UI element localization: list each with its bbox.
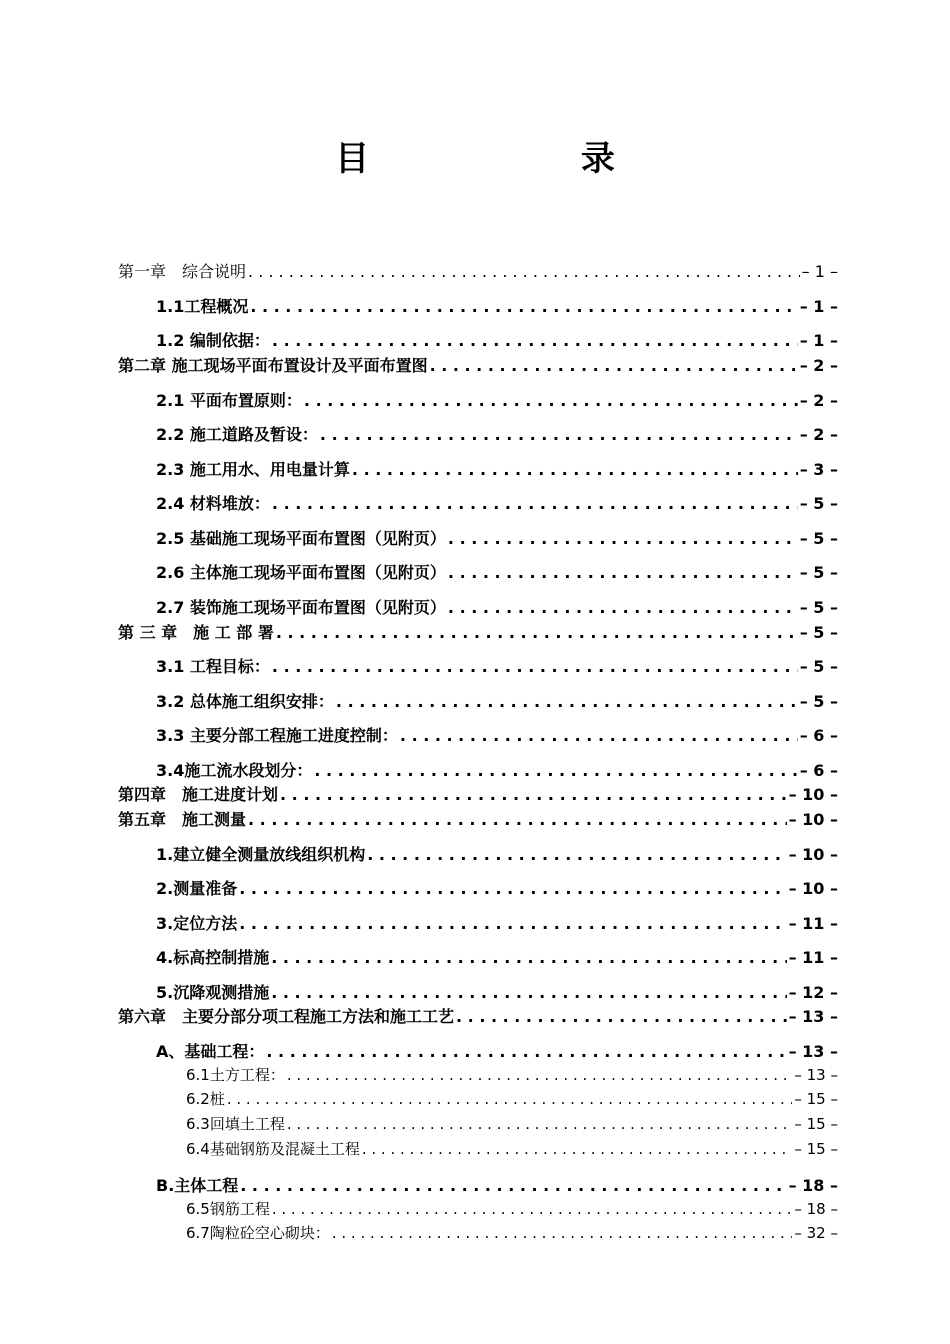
toc-entry-3-1[interactable]: [156, 654, 838, 677]
toc-entry-2-3[interactable]: [156, 457, 838, 480]
dot-leader: [287, 1066, 793, 1084]
toc-page-number: – 32 –: [794, 1224, 838, 1242]
toc-page-number: – 5 –: [799, 563, 838, 582]
dot-leader: [400, 726, 798, 745]
toc-page-number: – 5 –: [799, 657, 838, 676]
toc-page-number: – 1 –: [799, 297, 838, 316]
toc-page-number: – 15 –: [794, 1140, 838, 1158]
toc-page-number: – 15 –: [794, 1115, 838, 1133]
dot-leader: [448, 529, 798, 548]
toc-page-number: – 12 –: [788, 983, 838, 1002]
dot-leader: [272, 657, 798, 676]
toc-entry-5-5[interactable]: [156, 980, 838, 1003]
toc-entry-5-2[interactable]: [156, 876, 838, 899]
toc-entry-5-3[interactable]: [156, 911, 838, 934]
toc-page-number: – 10 –: [788, 810, 838, 829]
toc-entry-label: 2.1 平面布置原则：: [156, 391, 302, 410]
dot-leader: [336, 692, 798, 711]
toc-entry-label: 第六章 主要分部分项工程施工方法和施工工艺: [118, 1007, 455, 1026]
toc-entry-label: 3.1 工程目标：: [156, 657, 270, 676]
dot-leader: [320, 425, 798, 444]
dot-leader: [271, 983, 786, 1002]
toc-entry-3-2[interactable]: [156, 689, 838, 712]
toc-entry-2-1[interactable]: [156, 388, 838, 411]
toc-page-number: – 13 –: [794, 1066, 838, 1084]
dot-leader: [239, 914, 786, 933]
dot-leader: [227, 1090, 793, 1108]
toc-entry-2-5[interactable]: [156, 526, 838, 549]
toc-entry-label: 3.4施工流水段划分：: [156, 761, 313, 780]
toc-page-number: – 6 –: [799, 761, 838, 780]
toc-entry-label: 6.3回填土工程: [186, 1115, 285, 1133]
toc-page-number: – 18 –: [788, 1176, 838, 1195]
toc-entry-label: 第四章 施工进度计划: [118, 785, 279, 804]
dot-leader: [250, 297, 797, 316]
toc-entry-label: 第 三 章 施 工 部 署: [118, 623, 274, 642]
dot-leader: [239, 879, 786, 898]
toc-entry-label: 1.建立健全测量放线组织机构: [156, 845, 366, 864]
toc-entry-b-main-structure[interactable]: [156, 1173, 838, 1196]
toc-entry-3-3[interactable]: [156, 723, 838, 746]
dot-leader: [352, 460, 798, 479]
page-title: 目 录: [335, 139, 715, 179]
dot-leader: [266, 1042, 786, 1061]
toc-entry-chapter-4[interactable]: [118, 782, 838, 805]
dot-leader: [367, 845, 786, 864]
dot-leader: [276, 623, 798, 642]
toc-entry-label: 6.7陶粒砼空心砌块：: [186, 1224, 330, 1242]
dot-leader: [332, 1224, 793, 1242]
dot-leader: [271, 948, 786, 967]
toc-entry-2-2[interactable]: [156, 422, 838, 445]
toc-page-number: – 18 –: [794, 1200, 838, 1218]
toc-page-number: – 1 –: [801, 262, 838, 281]
toc-entry-label: A、基础工程：: [156, 1042, 265, 1061]
dot-leader: [304, 391, 798, 410]
toc-entry-label: 1.2 编制依据：: [156, 331, 270, 350]
toc-entry-label: 第五章 施工测量: [118, 810, 247, 829]
dot-leader: [362, 1140, 793, 1158]
dot-leader: [248, 262, 800, 281]
dot-leader: [287, 1115, 793, 1133]
toc-page-number: – 13 –: [788, 1007, 838, 1026]
toc-entry-1-2[interactable]: [156, 328, 838, 351]
dot-leader: [272, 494, 798, 513]
toc-entry-chapter-1[interactable]: [118, 259, 838, 282]
toc-page-number: – 5 –: [799, 692, 838, 711]
dot-leader: [248, 810, 787, 829]
toc-entry-label: 3.定位方法: [156, 914, 238, 933]
toc-page-number: – 10 –: [788, 879, 838, 898]
toc-page-number: – 5 –: [799, 494, 838, 513]
toc-entry-label: 2.6 主体施工现场平面布置图（见附页）: [156, 563, 446, 582]
toc-page-number: – 6 –: [799, 726, 838, 745]
toc-entry-label: 第二章 施工现场平面布置设计及平面布置图: [118, 356, 428, 375]
toc-entry-label: 1.1工程概况: [156, 297, 249, 316]
dot-leader: [314, 761, 797, 780]
toc-entry-6-5[interactable]: [186, 1198, 838, 1219]
toc-entry-chapter-3[interactable]: [118, 620, 838, 643]
toc-entry-label: 2.4 材料堆放：: [156, 494, 270, 513]
toc-entry-label: 3.2 总体施工组织安排：: [156, 692, 334, 711]
dot-leader: [430, 356, 798, 375]
toc-entry-6-4[interactable]: [186, 1138, 838, 1159]
toc-entry-6-3[interactable]: [186, 1113, 838, 1134]
toc-entry-label: 2.5 基础施工现场平面布置图（见附页）: [156, 529, 446, 548]
toc-entry-a-foundation[interactable]: [156, 1039, 838, 1062]
toc-entry-2-6[interactable]: [156, 560, 838, 583]
toc-entry-6-7[interactable]: [186, 1222, 838, 1243]
toc-entry-label: 2.3 施工用水、用电量计算: [156, 460, 350, 479]
dot-leader: [456, 1007, 787, 1026]
dot-leader: [448, 563, 798, 582]
dot-leader: [272, 1200, 793, 1218]
toc-entry-5-4[interactable]: [156, 945, 838, 968]
toc-page-number: – 11 –: [788, 948, 838, 967]
toc-entry-label: 5.沉降观测措施: [156, 983, 270, 1002]
toc-entry-label: 3.3 主要分部工程施工进度控制：: [156, 726, 398, 745]
toc-entry-chapter-6[interactable]: [118, 1004, 838, 1027]
toc-page-number: – 1 –: [799, 331, 838, 350]
toc-entry-6-2[interactable]: [186, 1088, 838, 1109]
dot-leader: [448, 598, 798, 617]
toc-entry-5-1[interactable]: [156, 842, 838, 865]
toc-page-number: – 10 –: [788, 845, 838, 864]
toc-entry-chapter-5[interactable]: [118, 807, 838, 830]
toc-entry-label: 6.1土方工程：: [186, 1066, 285, 1084]
dot-leader: [280, 785, 787, 804]
toc-entry-chapter-2[interactable]: [118, 353, 838, 376]
toc-entry-1-1[interactable]: [156, 294, 838, 317]
dot-leader: [240, 1176, 786, 1195]
toc-page-number: – 15 –: [794, 1090, 838, 1108]
toc-entry-label: 6.5钢筋工程: [186, 1200, 270, 1218]
toc-page-number: – 11 –: [788, 914, 838, 933]
toc-entry-label: 4.标高控制措施: [156, 948, 270, 967]
toc-page-number: – 10 –: [788, 785, 838, 804]
toc-page-number: – 13 –: [788, 1042, 838, 1061]
toc-entry-label: 2.2 施工道路及暂设：: [156, 425, 318, 444]
toc-entry-label: 第一章 综合说明: [118, 262, 247, 281]
toc-entry-6-1[interactable]: [186, 1064, 838, 1085]
toc-page-number: – 2 –: [799, 356, 838, 375]
toc-entry-label: 6.2桩: [186, 1090, 225, 1108]
toc-page-number: – 2 –: [799, 391, 838, 410]
toc-entry-label: B.主体工程: [156, 1176, 239, 1195]
toc-entry-label: 2.7 装饰施工现场平面布置图（见附页）: [156, 598, 446, 617]
toc-entry-label: 6.4基础钢筋及混凝土工程: [186, 1140, 360, 1158]
toc-page-number: – 5 –: [799, 623, 838, 642]
toc-entry-2-7[interactable]: [156, 595, 838, 618]
toc-entry-3-4[interactable]: [156, 758, 838, 781]
dot-leader: [272, 331, 798, 350]
toc-entry-2-4[interactable]: [156, 491, 838, 514]
toc-page-number: – 5 –: [799, 598, 838, 617]
toc-entry-label: 2.测量准备: [156, 879, 238, 898]
toc-page-number: – 3 –: [799, 460, 838, 479]
toc-page-number: – 2 –: [799, 425, 838, 444]
toc-page-number: – 5 –: [799, 529, 838, 548]
